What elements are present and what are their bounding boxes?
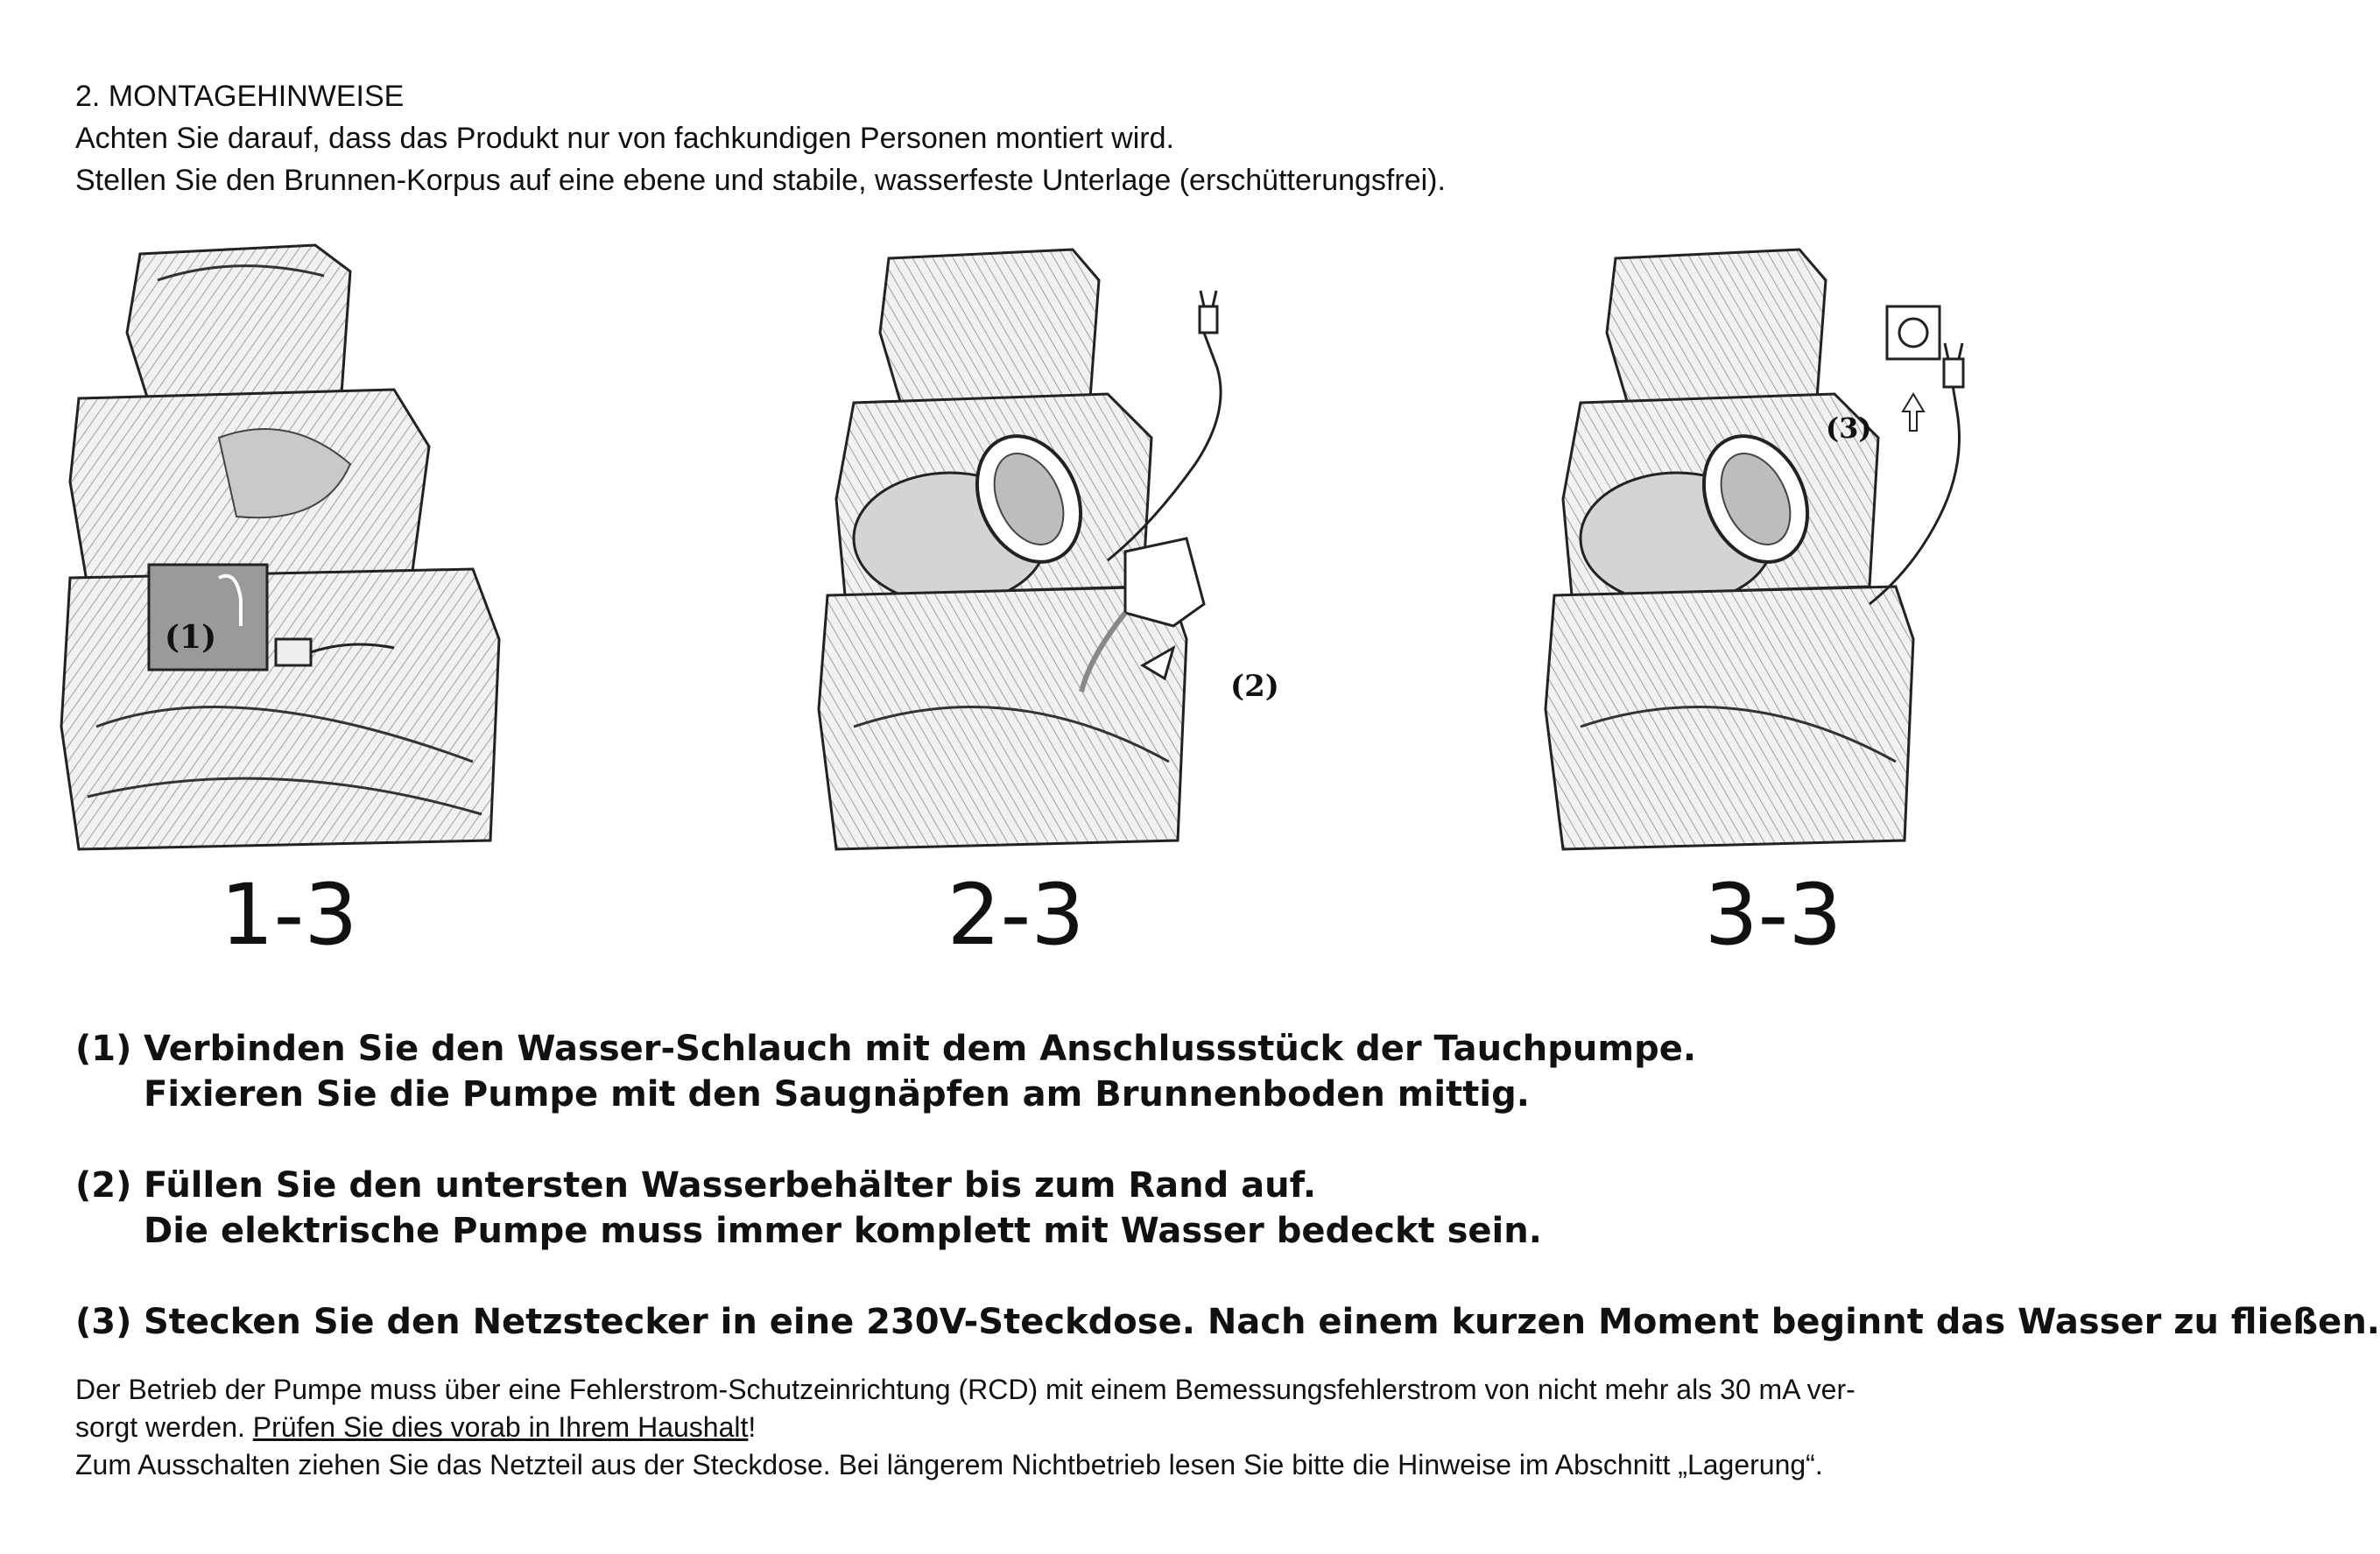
footer-notes xyxy=(75,1371,2142,1484)
step-1-line-2: Fixieren Sie die Pumpe mit den Saugnäpfen am Brunnenboden mittig. xyxy=(144,1074,1530,1115)
footer-line-2-end: ! xyxy=(748,1411,757,1443)
footer-line-2 xyxy=(75,1409,2142,1446)
step-1-line-1: Verbinden Sie den Wasser-Schlauch mit dem Anschlussstück der Tauchpumpe. xyxy=(144,1029,1697,1069)
step-number-1: (1) xyxy=(75,1029,132,1069)
step-label-2: 2-3 xyxy=(947,866,1085,964)
step-number-2: (2) xyxy=(75,1165,132,1206)
arrow-up-icon xyxy=(1903,394,1924,431)
callout-3: (3) xyxy=(1826,411,1872,445)
step-2-line-2: Die elektrische Pumpe muss immer komplett mit Wasser bedeckt sein. xyxy=(144,1211,1542,1251)
step-3-line-1: Stecken Sie den Netzstecker in eine 230V-Steckdose. Nach einem kurzen Moment beginnt das Wasser zu fließen. xyxy=(144,1302,2380,1342)
header xyxy=(75,75,2142,201)
figure-step-1 xyxy=(61,236,517,875)
figure-step-3 xyxy=(1546,236,2001,875)
plug-icon xyxy=(1944,359,1963,387)
step-2 xyxy=(75,1163,2159,1254)
section-title: 2. MONTAGEHINWEISE xyxy=(75,80,405,113)
plug-icon xyxy=(1200,306,1217,333)
fountain-illustration-1 xyxy=(61,236,517,875)
step-label-1: 1-3 xyxy=(220,866,358,964)
pump-icon xyxy=(276,639,311,665)
header-line-1: Achten Sie darauf, dass das Produkt nur von fachkundigen Personen montiert wird. xyxy=(75,122,1174,155)
watering-can-icon xyxy=(1125,538,1204,626)
footer-check-household-note: Prüfen Sie dies vorab in Ihrem Haushalt xyxy=(252,1411,749,1443)
callout-1: (1) xyxy=(165,619,217,656)
step-2-line-1: Füllen Sie den untersten Wasserbehälter bis zum Rand auf. xyxy=(144,1165,1317,1206)
figure-step-2 xyxy=(819,236,1279,875)
step-3 xyxy=(75,1299,2380,1345)
power-outlet-icon xyxy=(1887,306,1940,359)
step-1 xyxy=(75,1026,2159,1117)
instruction-steps xyxy=(75,1026,2380,1390)
step-number-3: (3) xyxy=(75,1302,132,1342)
callout-2: (2) xyxy=(1230,669,1279,704)
footer-line-2-start: sorgt werden. xyxy=(75,1411,253,1443)
footer-line-1: Der Betrieb der Pumpe muss über eine Fehlerstrom-Schutzeinrichtung (RCD) mit einem Bemessungsfehlerstrom von nicht mehr als 30 mA ver- xyxy=(75,1374,1855,1405)
step-label-3: 3-3 xyxy=(1704,866,1842,964)
fountain-illustration-3 xyxy=(1546,236,2001,875)
header-line-2: Stellen Sie den Brunnen-Korpus auf eine ebene und stabile, wasserfeste Unterlage (erschütterungsfrei). xyxy=(75,164,1446,197)
footer-line-3: Zum Ausschalten ziehen Sie das Netzteil aus der Steckdose. Bei längerem Nichtbetrieb lesen Sie bitte die Hinweise im Abschnitt „Lagerung“. xyxy=(75,1449,1823,1480)
fountain-illustration-2 xyxy=(819,236,1279,875)
